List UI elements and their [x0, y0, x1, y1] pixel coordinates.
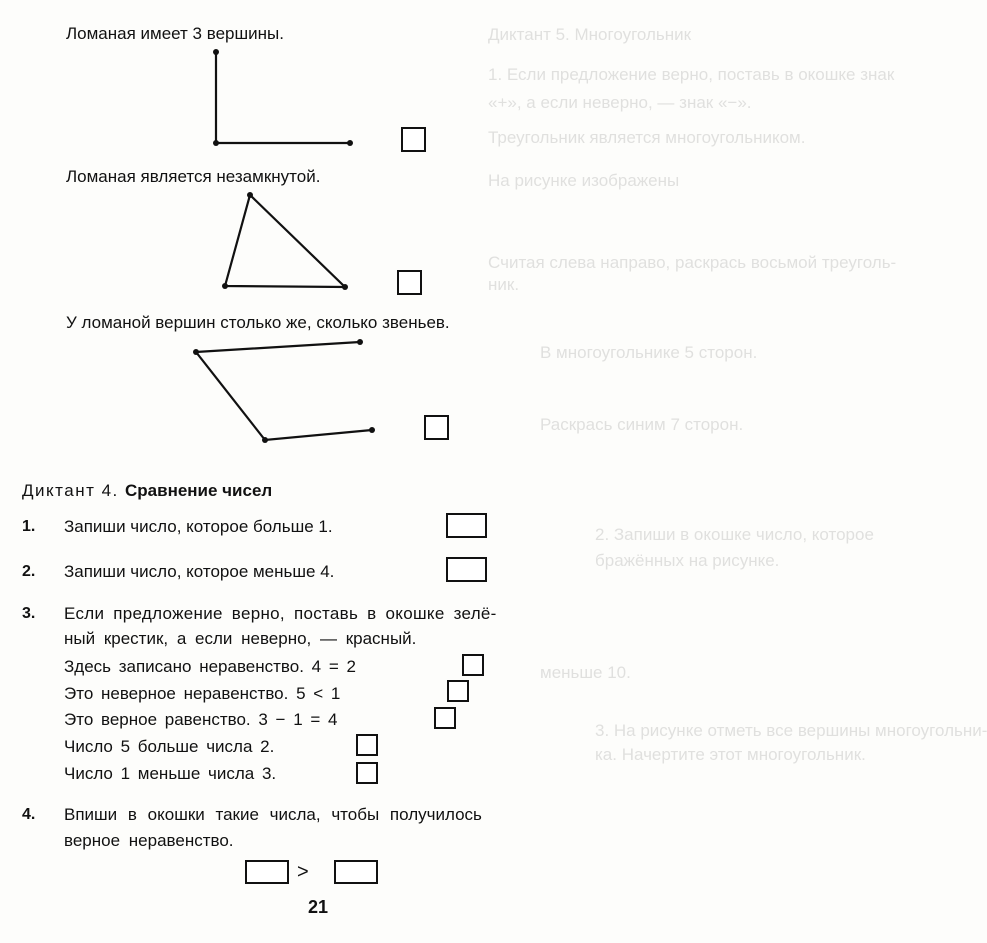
answer-box-open[interactable] — [397, 270, 422, 295]
bleed-line: На рисунке изображены — [488, 171, 680, 190]
task-4-right-box[interactable] — [334, 860, 378, 884]
statement-equal: У ломаной вершин столько же, сколько звеньев. — [66, 313, 450, 332]
task-3-check-box[interactable] — [462, 654, 484, 676]
bleed-line: ник. — [488, 275, 520, 294]
task-number: 1. — [22, 518, 36, 535]
answer-box-equal[interactable] — [424, 415, 449, 440]
task-3-statement: Число 1 меньше числа 3. — [64, 764, 277, 783]
bleed-line: В многоугольнике 5 сторон. — [540, 343, 758, 362]
polyline-figure-2 — [225, 195, 345, 287]
bleed-line: «+», а если неверно, — знак «−». — [488, 93, 752, 112]
bleed-line: Раскрась синим 7 сторон. — [540, 415, 744, 434]
task-3-text-line-2: ный крестик, а если неверно, — красный. — [64, 629, 417, 648]
task-3-check-box[interactable] — [447, 680, 469, 702]
bleed-line: 3. На рисунке отметь все вершины многоугольни- — [595, 721, 987, 740]
task-3-statement: Это верное равенство. 3 − 1 = 4 — [64, 710, 338, 729]
task-3-statement: Число 5 больше числа 2. — [64, 737, 275, 756]
task-4-left-box[interactable] — [245, 860, 289, 884]
task-2-answer-box[interactable] — [446, 557, 487, 582]
task-3-check-box[interactable] — [356, 734, 378, 756]
task-number: 2. — [22, 563, 36, 580]
bleed-line: 1. Если предложение верно, поставь в окошке знак — [488, 65, 895, 84]
greater-than-sign: > — [297, 861, 309, 883]
statement-vertices: Ломаная имеет 3 вершины. — [66, 24, 284, 43]
polyline-figure-1 — [216, 52, 350, 143]
bleed-line: меньше 10. — [540, 663, 631, 682]
statement-open: Ломаная является незамкнутой. — [66, 167, 321, 186]
task-4-text-line-1: Впиши в окошки такие числа, чтобы получилось — [64, 805, 482, 824]
dictation-title: Сравнение чисел — [125, 481, 273, 500]
task-1-text: Запиши число, которое больше 1. — [64, 517, 333, 536]
task-number: 3. — [22, 605, 36, 622]
task-3-statement: Здесь записано неравенство. 4 = 2 — [64, 657, 356, 676]
bleed-line: Треугольник является многоугольником. — [488, 128, 806, 147]
bleed-line: 2. Запиши в окошке число, которое — [595, 525, 874, 544]
task-3-check-box[interactable] — [356, 762, 378, 784]
dictation-heading — [22, 479, 272, 503]
task-3-check-box[interactable] — [434, 707, 456, 729]
dictation-label: Диктант 4. — [22, 481, 119, 500]
page-number: 21 — [307, 897, 329, 917]
bleed-line: Считая слева направо, раскрась восьмой треуголь- — [488, 253, 897, 272]
task-2-text: Запиши число, которое меньше 4. — [64, 562, 335, 581]
task-1-answer-box[interactable] — [446, 513, 487, 538]
task-4-text-line-2: верное неравенство. — [64, 831, 234, 850]
bleed-line: ка. Начертите этот многоугольник. — [595, 745, 866, 764]
bleed-line: бражённых на рисунке. — [595, 551, 780, 570]
task-3-statement: Это неверное неравенство. 5 < 1 — [64, 684, 341, 703]
answer-box-vertices[interactable] — [401, 127, 426, 152]
polyline-figure-3 — [196, 342, 372, 440]
task-3-text-line-1: Если предложение верно, поставь в окошке зелё- — [64, 604, 497, 623]
bleed-line: Диктант 5. Многоугольник — [488, 25, 692, 44]
task-number: 4. — [22, 806, 36, 823]
